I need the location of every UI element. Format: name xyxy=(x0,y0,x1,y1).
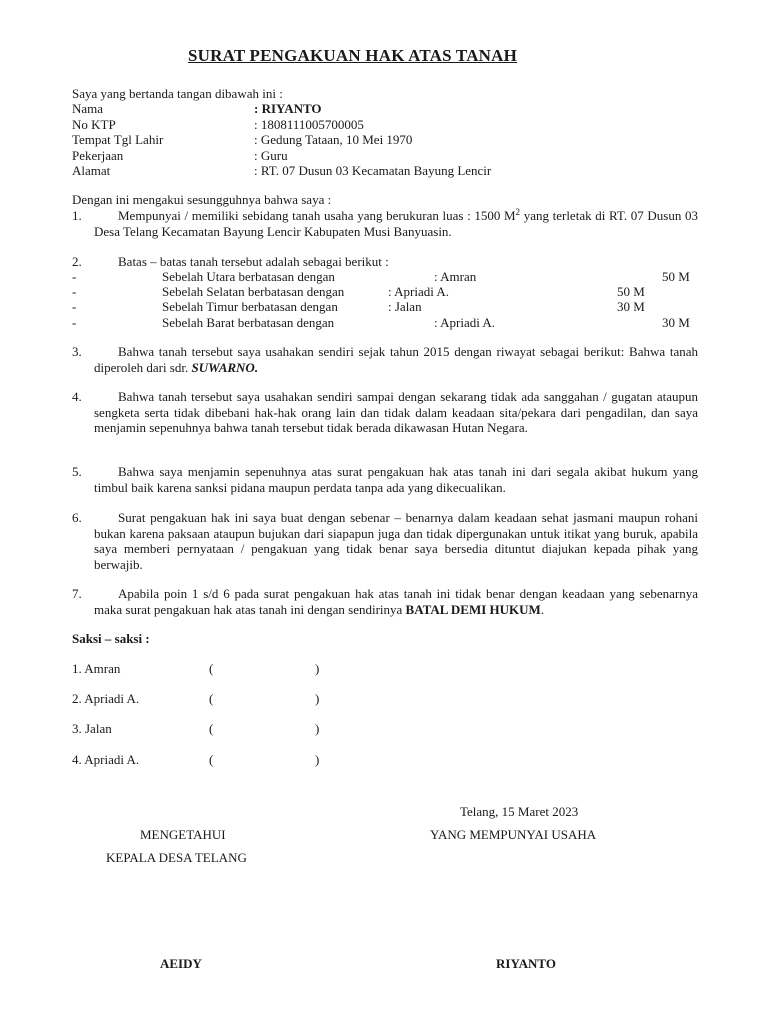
witness-4-close: ) xyxy=(315,752,320,767)
identity-label-birth: Tempat Tgl Lahir xyxy=(72,132,164,147)
boundary-east-name: : Jalan xyxy=(388,299,422,314)
identity-value-address: : RT. 07 Dusun 03 Kecamatan Bayung Lencir xyxy=(254,163,492,178)
boundary-east-size: 30 M xyxy=(617,299,645,314)
item-3-text: Bahwa tanah tersebut saya usahakan sendiri sejak tahun 2015 dengan riwayat sebagai berikut: Bahwa tanah diperoleh dari sdr. SUWARNO. xyxy=(94,344,698,375)
identity-label-address: Alamat xyxy=(72,163,111,178)
witness-2-close: ) xyxy=(315,691,320,706)
boundary-south-side: Sebelah Selatan berbatasan dengan xyxy=(162,284,345,299)
boundary-dash: - xyxy=(72,315,77,330)
item-5-text: Bahwa saya menjamin sepenuhnya atas surat pengakuan hak atas tanah ini dari segala akibat hukum yang timbul baik karena sanksi pidana maupun perdata tanpa ada yang dikecualikan. xyxy=(94,464,698,495)
boundary-south-size: 50 M xyxy=(617,284,645,299)
item-2-number: 2. xyxy=(72,254,82,269)
identity-label-name: Nama xyxy=(72,101,104,116)
item-4-text: Bahwa tanah tersebut saya usahakan sendiri sampai dengan sekarang tidak ada sanggahan / gugatan ataupun sengketa serta tidak dibebani hak-hak orang lain dan tidak dalam keadaan sita/pekara dari pengadilan, dan saya menjamin sepenuhnya bahwa tanah tersebut tidak berada dikawasan Hutan Negara. xyxy=(94,389,698,436)
boundary-north-size: 50 M xyxy=(662,269,690,284)
left-sign-subtitle: KEPALA DESA TELANG xyxy=(106,850,247,865)
boundary-south-name: : Apriadi A. xyxy=(388,284,450,299)
identity-value-job: : Guru xyxy=(254,148,288,163)
intro-text: Saya yang bertanda tangan dibawah ini : xyxy=(72,86,283,101)
item-7-text: Apabila poin 1 s/d 6 pada surat pengakuan hak atas tanah ini tidak benar dengan keadaan yang sebenarnya maka surat pengakuan hak atas tanah ini dengan sendirinya BATAL DEMI HUKUM. xyxy=(94,586,698,617)
item-6-text: Surat pengakuan hak ini saya buat dengan sebenar – benarnya dalam keadaan sehat jasmani maupun rohani bukan karena paksaan ataupun bujukan dari siapapun juga dan tidak dipergunakan untuk itikat yang buruk, apabila saya memberi pernyataan / pengakuan yang tidak benar saya bersedia dituntut diajukan kepada pihak yang berwajib. xyxy=(94,510,698,572)
item-6-number: 6. xyxy=(72,510,82,525)
witness-1-close: ) xyxy=(315,661,320,676)
boundary-north-name: : Amran xyxy=(434,269,477,284)
void-emphasis: BATAL DEMI HUKUM xyxy=(405,601,541,617)
boundary-west-size: 30 M xyxy=(662,315,690,330)
witness-3-close: ) xyxy=(315,721,320,736)
right-sign-title: YANG MEMPUNYAI USAHA xyxy=(430,827,597,842)
item-5-number: 5. xyxy=(72,464,82,479)
boundary-east-side: Sebelah Timur berbatasan dengan xyxy=(162,299,338,314)
boundary-west-name: : Apriadi A. xyxy=(434,315,496,330)
witnesses-title: Saksi – saksi : xyxy=(72,631,150,646)
identity-value-birth: : Gedung Tataan, 10 Mei 1970 xyxy=(254,132,413,147)
item-4-number: 4. xyxy=(72,389,82,404)
witness-2-open: ( xyxy=(209,691,214,706)
item-2-text: Batas – batas tanah tersebut adalah sebagai berikut : xyxy=(118,254,389,269)
item-1-text: Mempunyai / memiliki sebidang tanah usaha yang berukuran luas : 1500 $M^2$ yang terletak di RT. 07 Dusun 03 Desa Telang Kecamatan Bayung Lencir Kabupaten Musi Banyuasin. xyxy=(94,207,698,239)
boundary-dash: - xyxy=(72,269,77,284)
right-signer-name: RIYANTO xyxy=(496,956,556,971)
left-signer-name: AEIDY xyxy=(160,956,202,971)
witness-1-name: 1. Amran xyxy=(72,661,121,676)
identity-value-ktp: : 1808111005700005 xyxy=(254,117,364,132)
witness-4-name: 4. Apriadi A. xyxy=(72,752,140,767)
place-date: Telang, 15 Maret 2023 xyxy=(460,804,579,819)
boundary-dash: - xyxy=(72,284,77,299)
left-sign-title: MENGETAHUI xyxy=(140,827,226,842)
witness-3-open: ( xyxy=(209,721,214,736)
boundary-north-side: Sebelah Utara berbatasan dengan xyxy=(162,269,335,284)
witness-4-open: ( xyxy=(209,752,214,767)
item-1-number: 1. xyxy=(72,208,82,223)
boundary-dash: - xyxy=(72,299,77,314)
identity-value-name: : RIYANTO xyxy=(254,101,322,116)
item-3-number: 3. xyxy=(72,344,82,359)
witness-3-name: 3. Jalan xyxy=(72,721,112,736)
identity-label-ktp: No KTP xyxy=(72,117,116,132)
witness-1-open: ( xyxy=(209,661,214,676)
witness-2-name: 2. Apriadi A. xyxy=(72,691,140,706)
item-7-number: 7. xyxy=(72,586,82,601)
declaration-intro: Dengan ini mengakui sesungguhnya bahwa saya : xyxy=(72,192,332,207)
seller-name: SUWARNO. xyxy=(191,359,259,375)
boundary-west-side: Sebelah Barat berbatasan dengan xyxy=(162,315,335,330)
document-title: SURAT PENGAKUAN HAK ATAS TANAH xyxy=(188,46,518,65)
identity-label-job: Pekerjaan xyxy=(72,148,124,163)
